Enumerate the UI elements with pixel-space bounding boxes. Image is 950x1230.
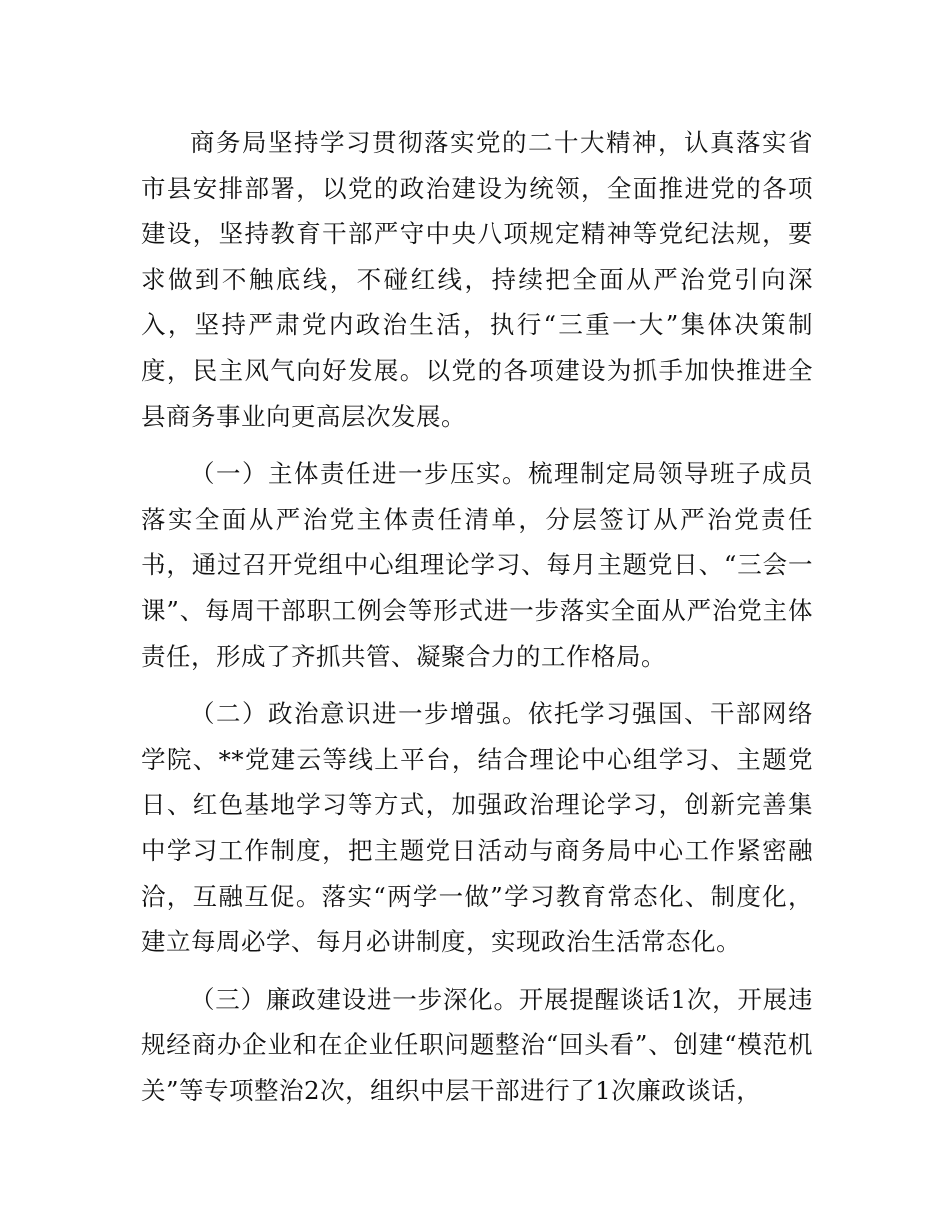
paragraph-section-3: （三）廉政建设进一步深化。开展提醒谈话1次，开展违规经商办企业和在企业任职问题整治“回头看”、创建“模范机关”等专项整治2次，组织中层干部进行了1次廉政谈话， xyxy=(141,984,813,1105)
document-body xyxy=(141,120,813,1125)
paragraph-section-2: （二）政治意识进一步增强。依托学习强国、干部网络学院、**党建云等线上平台，结合理论中心组学习、主题党日、红色基地学习等方式，加强政治理论学习，创新完善集中学习工作制度，把主题党日活动与商务局中心工作紧密融洽，互融互促。落实“两学一做”学习教育常态化、制度化，建立每周必学、每月必讲制度，实现政治生活常态化。 xyxy=(141,699,813,957)
paragraph-section-1: （一）主体责任进一步压实。梳理制定局领导班子成员落实全面从严治党主体责任清单，分层签订从严治党责任书，通过召开党组中心组理论学习、每月主题党日、“三会一课”、每周干部职工例会等形式进一步落实全面从严治党主体责任，形成了齐抓共管、凝聚合力的工作格局。 xyxy=(141,459,813,671)
paragraph-intro: 商务局坚持学习贯彻落实党的二十大精神，认真落实省市县安排部署，以党的政治建设为统领，全面推进党的各项建设，坚持教育干部严守中央八项规定精神等党纪法规，要求做到不触底线，不碰红线，持续把全面从严治党引向深入，坚持严肃党内政治生活，执行“三重一大”集体决策制度，民主风气向好发展。以党的各项建设为抓手加快推进全县商务事业向更高层次发展。 xyxy=(141,128,813,431)
